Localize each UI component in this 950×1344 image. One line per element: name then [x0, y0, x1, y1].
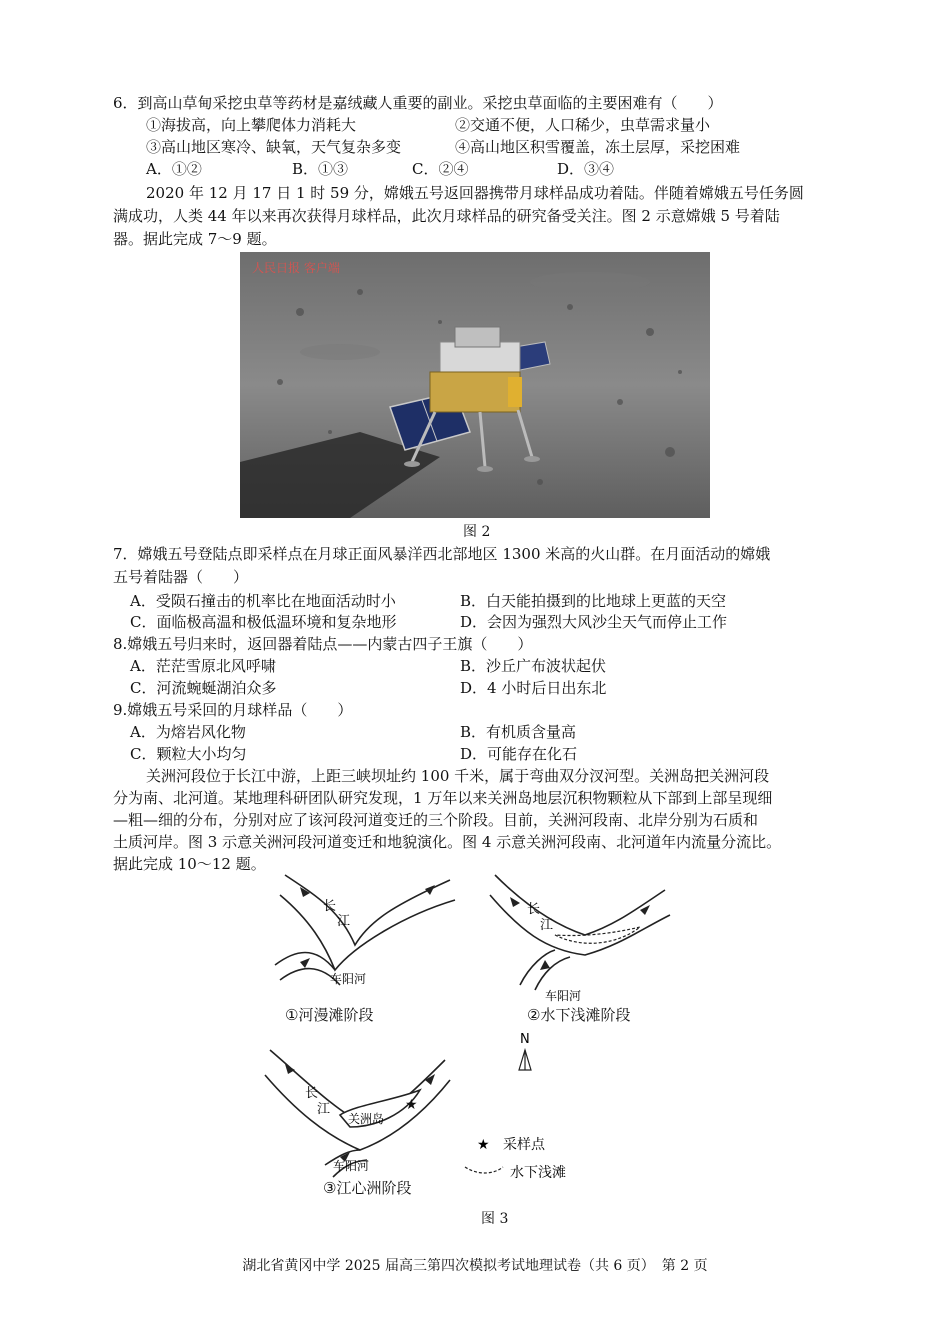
q8-stem: 8.嫦娥五号归来时，返回器着陆点——内蒙古四子王旗（ ）: [113, 635, 533, 653]
q7-option-b: B．白天能拍摄到的比地球上更蓝的天空: [460, 592, 727, 610]
island-label: 关洲岛: [348, 1112, 385, 1126]
label-tributary-3: 车阳河: [333, 1159, 370, 1173]
q7-stem-1: 7．嫦娥五号登陆点即采样点在月球正面风暴洋西北部地区 1300 米高的火山群。在月面活动的嫦娥: [113, 545, 771, 563]
legend-shoal: 水下浅滩: [510, 1165, 566, 1181]
stage1-label: ①河漫滩阶段: [285, 1006, 374, 1024]
label-jiang-1: 江: [337, 914, 351, 929]
passage2-line-1: 关洲河段位于长江中游，上距三峡坝址约 100 千米，属于弯曲双分汊河型。关洲岛把关洲河段: [146, 767, 770, 785]
passage2-line-5: 据此完成 10～12 题。: [113, 855, 266, 873]
label-chang-1: 长: [323, 899, 337, 914]
q9-option-b: B．有机质含量高: [460, 723, 577, 741]
stage2-label: ②水下浅滩阶段: [527, 1006, 631, 1024]
passage1-line-1: 2020 年 12 月 17 日 1 时 59 分，嫦娥五号返回器携带月球样品成功着陆。伴随着嫦娥五号任务圆: [146, 184, 804, 202]
legend-sample: 采样点: [503, 1137, 545, 1153]
photo-watermark: 人民日报 客户端: [252, 261, 340, 275]
north-label: N: [520, 1032, 530, 1047]
stage3-label: ③江心洲阶段: [323, 1179, 412, 1197]
q9-option-c: C．颗粒大小均匀: [130, 745, 247, 763]
q7-option-d: D．会因为强烈大风沙尘天气而停止工作: [460, 613, 728, 631]
legend-star-icon: ★: [477, 1137, 490, 1153]
label-jiang-2: 江: [540, 918, 554, 933]
q6-statement-3: ③高山地区寒冷、缺氧，天气复杂多变: [146, 138, 402, 156]
passage1-line-3: 器。据此完成 7～9 题。: [113, 230, 277, 248]
label-tributary-2: 车阳河: [545, 989, 582, 1003]
label-chang-3: 长: [305, 1086, 319, 1101]
q6-choice-b: B．①③: [292, 160, 349, 178]
q6-choice-d: D．③④: [557, 160, 615, 178]
label-jiang-3: 江: [317, 1102, 331, 1117]
q8-option-a: A．茫茫雪原北风呼啸: [130, 657, 276, 675]
q7-stem-2: 五号着陆器（ ）: [113, 568, 249, 586]
q6-choice-a: A．①②: [146, 160, 202, 178]
q7-option-a: A．受陨石撞击的机率比在地面活动时小: [130, 592, 396, 610]
sample-star-icon: ★: [405, 1097, 418, 1113]
q6-stem: 6．到高山草甸采挖虫草等药材是嘉绒藏人重要的副业。采挖虫草面临的主要困难有（ ）: [113, 94, 723, 112]
passage2-line-4: 土质河岸。图 3 示意关洲河段河道变迁和地貌演化。图 4 示意关洲河段南、北河道年内流量分流比。: [113, 833, 782, 851]
q8-option-b: B．沙丘广布波状起伏: [460, 657, 607, 675]
q8-option-d: D．4 小时后日出东北: [460, 679, 607, 697]
page-footer: 湖北省黄冈中学 2025 届高三第四次模拟考试地理试卷（共 6 页） 第 2 页: [242, 1258, 708, 1274]
q7-option-c: C．面临极高温和极低温环境和复杂地形: [130, 613, 397, 631]
passage1-line-2: 满成功，人类 44 年以来再次获得月球样品，此次月球样品的研究备受关注。图 2 示意嫦娥 5 号着陆: [113, 207, 780, 225]
lander-photo: [240, 252, 710, 518]
q8-option-c: C．河流蜿蜒湖泊众多: [130, 679, 277, 697]
fig3-caption: 图 3: [481, 1211, 509, 1227]
q9-stem: 9.嫦娥五号采回的月球样品（ ）: [113, 701, 353, 719]
q9-option-a: A．为熔岩风化物: [130, 723, 246, 741]
q6-statement-1: ①海拔高，向上攀爬体力消耗大: [146, 116, 357, 134]
q6-choice-c: C．②④: [412, 160, 469, 178]
fig2-caption: 图 2: [463, 524, 491, 540]
q6-statement-4: ④高山地区积雪覆盖，冻土层厚，采挖困难: [455, 138, 741, 156]
passage2-line-3: —粗—细的分布，分别对应了该河段河道变迁的三个阶段。目前，关洲河段南、北岸分别为石质和: [113, 811, 759, 829]
legend-shoal-icon: [465, 1167, 503, 1173]
q9-option-d: D．可能存在化石: [460, 745, 578, 763]
q6-statement-2: ②交通不便，人口稀少，虫草需求量小: [455, 116, 711, 134]
label-chang-2: 长: [527, 902, 541, 917]
passage2-line-2: 分为南、北河道。某地理科研团队研究发现，1 万年以来关洲岛地层沉积物颗粒从下部到上部呈现细: [113, 789, 773, 807]
river-evolution-diagram: [255, 865, 685, 1205]
label-tributary-1: 车阳河: [330, 972, 367, 986]
